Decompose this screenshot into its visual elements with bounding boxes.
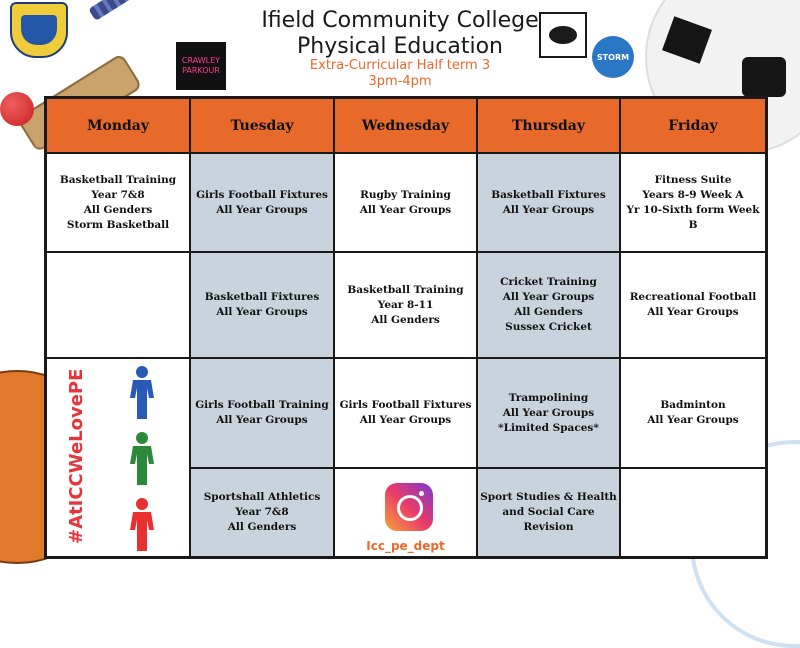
person-icon-blue [127,365,157,421]
cell-friday-2: Recreational Football All Year Groups [620,252,766,358]
page-title [200,8,600,60]
parkour-logo-text: CRAWLEY [181,56,221,65]
cell-tuesday-3: Girls Football Training All Year Groups [190,358,334,468]
cell-thursday-4: Sport Studies & Health and Social Care Revision [477,468,620,557]
cell-thursday-2: Cricket Training All Year Groups All Genders Sussex Cricket [477,252,620,358]
day-header-friday: Friday [620,98,766,153]
cricket-bat-handle-icon [88,0,172,21]
title-line-2: Physical Education [296,34,503,59]
subtitle-line-2: 3pm-4pm [368,74,432,89]
cell-tuesday-4: Sportshall Athletics Year 7&8 All Genders [190,468,334,557]
cell-tuesday-1: Girls Football Fixtures All Year Groups [190,153,334,252]
instagram-icon[interactable] [385,483,433,531]
cell-monday-1: Basketball Training Year 7&8 All Genders Storm Basketball [46,153,190,252]
cell-thursday-3: Trampolining All Year Groups *Limited Spaces* [477,358,620,468]
cell-tuesday-2: Basketball Fixtures All Year Groups [190,252,334,358]
storm-logo-text: STORM [596,52,630,62]
cell-wednesday-3: Girls Football Fixtures All Year Groups [334,358,477,468]
cell-friday-1: Fitness Suite Years 8-9 Week A Yr 10-Sixth form Week B [620,153,766,252]
day-header-tuesday: Tuesday [190,98,334,153]
page-subtitle [250,58,550,90]
person-icon-red [127,497,157,553]
cell-thursday-1: Basketball Fixtures All Year Groups [477,153,620,252]
cell-wednesday-1: Rugby Training All Year Groups [334,153,477,252]
cell-monday-2 [46,252,190,358]
school-crest-logo [10,2,68,58]
cell-wednesday-instagram[interactable] [334,468,477,557]
title-line-1: Ifield Community College [261,8,539,33]
instagram-handle[interactable]: Icc_pe_dept [366,539,445,553]
cell-friday-4 [620,468,766,557]
subtitle-line-1: Extra-Curricular Half term 3 [309,58,491,73]
cricket-ball-icon [0,92,34,126]
person-icon-green [127,431,157,487]
cell-monday-hashtag [46,358,190,557]
day-header-thursday: Thursday [477,98,620,153]
cell-wednesday-2: Basketball Training Year 8-11 All Genders [334,252,477,358]
timetable [44,96,768,559]
day-header-monday: Monday [46,98,190,153]
hashtag-text: #AtICCWeLovePE [66,368,87,544]
day-header-wednesday: Wednesday [334,98,477,153]
parkour-logo-text-2: PARKOUR [182,66,220,75]
cell-friday-3: Badminton All Year Groups [620,358,766,468]
